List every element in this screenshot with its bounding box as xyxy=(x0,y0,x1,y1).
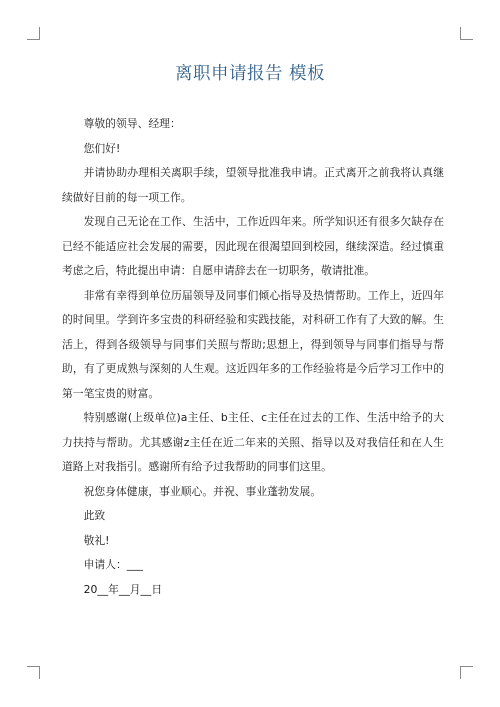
applicant-line: 申请人：___ xyxy=(83,558,143,571)
body-paragraph: 非常有幸得到单位历届领导及同事们倾心指导及热情帮助。工作上，近四年的时间里。学到许多宝贵的科研经验和实践技能，对科研工作有了大致的解。生活上，得到各级领导与同事们关照与帮助;思想上，得到领导与同事们指导与帮助，有了更成熟与深刻的人生观。这近四年多的工作经验将是今后学习工作中的第一笔宝贵的财富。 xyxy=(62,288,444,400)
document-body xyxy=(62,112,444,602)
crop-mark-bottom-left xyxy=(27,666,40,679)
closing-line-1: 此致 xyxy=(83,509,106,522)
crop-mark-top-right xyxy=(460,27,473,40)
document-title: 离职申请报告 模板 xyxy=(174,64,326,84)
crop-mark-bottom-right xyxy=(460,666,473,679)
body-paragraph: 发现自己无论在工作、生活中，工作近四年来。所学知识还有很多欠缺存在已经不能适应社会发展的需要，因此现在很渴望回到校园，继续深造。经过慎重考虑之后，特此提出申请：自愿申请辞去在一切职务，敬请批准。 xyxy=(62,215,444,277)
body-paragraph: 并请协助办理相关离职手续，望领导批准我申请。正式离开之前我将认真继续做好目前的每一项工作。 xyxy=(62,166,444,204)
crop-mark-top-left xyxy=(27,27,40,40)
closing-line-2: 敬礼! xyxy=(83,533,110,547)
date-line: 20__年__月__日 xyxy=(83,582,163,596)
wishes-paragraph: 祝您身体健康，事业顺心。并祝、事业蓬勃发展。 xyxy=(83,484,322,498)
salutation: 尊敬的领导、经理： xyxy=(83,117,181,130)
body-paragraph: 特别感谢(上级单位)a主任、b主任、c主任在过去的工作、生活中给予的大力扶持与帮助。尤其感谢z主任在近二年来的关照、指导以及对我信任和在人生道路上对我指引。感谢所有给予过我帮助的同事们这里。 xyxy=(62,411,444,473)
greeting: 您们好! xyxy=(83,141,121,155)
